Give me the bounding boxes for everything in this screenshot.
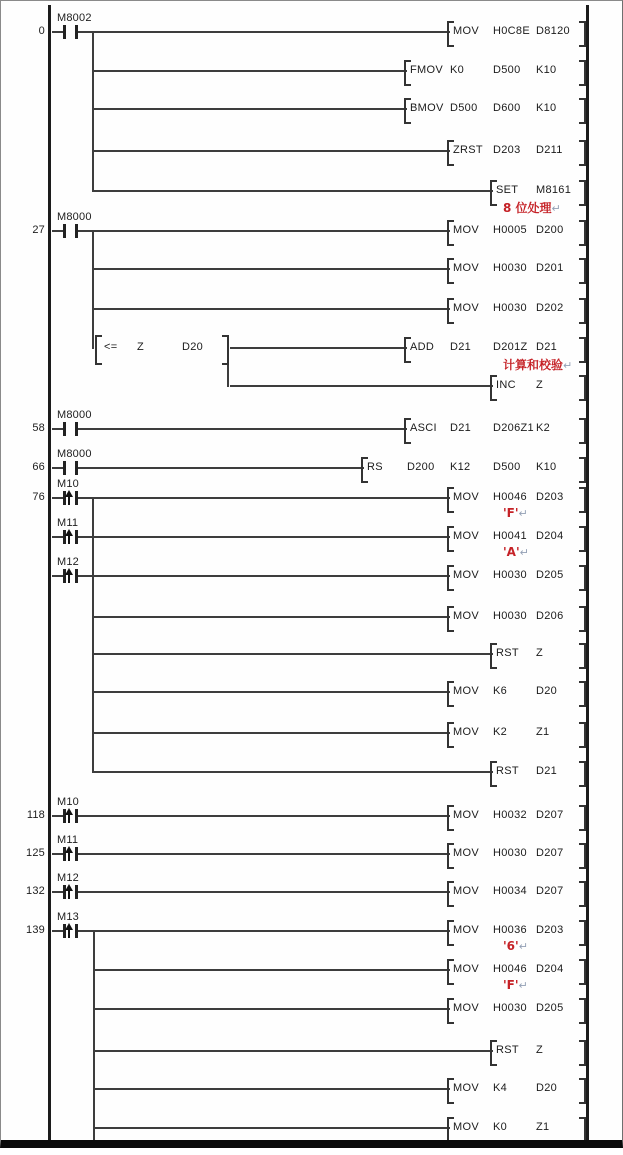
instruction-operand: D203 <box>536 491 564 503</box>
instruction-opcode: MOV <box>453 302 479 314</box>
instruction-operand: D211 <box>536 144 563 156</box>
branch-line <box>92 31 94 192</box>
instruction-operand: D207 <box>536 847 564 859</box>
instruction-operand: H0046 <box>493 963 527 975</box>
instruction-operand: M8161 <box>536 184 572 196</box>
instruction-opcode: MOV <box>453 885 479 897</box>
instruction-operand: H0030 <box>493 302 527 314</box>
rung-line <box>78 853 450 855</box>
rung-line <box>93 150 450 152</box>
contact-label: M13 <box>57 911 79 923</box>
instruction-operand: D206Z1 <box>493 422 534 434</box>
rung-line <box>52 853 63 855</box>
comment-annotation: 8 位处理↵ <box>503 201 561 215</box>
instruction-operand: H0030 <box>493 262 527 274</box>
instruction-opcode: MOV <box>453 491 479 503</box>
instruction-operand: K10 <box>536 461 557 473</box>
step-number: 118 <box>26 809 45 821</box>
instruction-operand: K10 <box>536 102 557 114</box>
rung-line <box>93 732 450 734</box>
contact-label: M12 <box>57 556 79 568</box>
instruction-operand: D500 <box>450 102 478 114</box>
instruction-opcode: MOV <box>453 726 479 738</box>
instruction-operand: D20 <box>536 685 558 697</box>
comment-annotation: 计算和校验↵ <box>503 358 573 372</box>
rung-line <box>78 230 450 232</box>
instruction-operand: D21 <box>450 422 472 434</box>
step-number: 27 <box>32 224 45 236</box>
instruction-operand: Z1 <box>536 1121 550 1133</box>
contact-label: M11 <box>57 517 79 529</box>
contact-bar <box>63 422 66 436</box>
rung-line <box>52 428 63 430</box>
instruction-opcode: MOV <box>453 1082 479 1094</box>
instruction-opcode: MOV <box>453 569 479 581</box>
rung-line <box>78 428 407 430</box>
instruction-close-bracket <box>579 258 586 284</box>
return-mark-icon: ↵ <box>519 546 529 559</box>
instruction-operand: H0030 <box>493 847 527 859</box>
instruction-operand: K0 <box>493 1121 508 1133</box>
instruction-close-bracket <box>579 60 586 86</box>
instruction-operand: D203 <box>493 144 521 156</box>
rung-line <box>52 31 63 33</box>
instruction-close-bracket <box>579 761 586 787</box>
instruction-close-bracket <box>579 1040 586 1066</box>
instruction-opcode: MOV <box>453 963 479 975</box>
instruction-opcode: MOV <box>453 809 479 821</box>
instruction-operand: K4 <box>493 1082 508 1094</box>
rung-line <box>93 268 450 270</box>
instruction-opcode: INC <box>496 379 516 391</box>
right-power-rail <box>586 5 589 1140</box>
instruction-operand: Z1 <box>536 726 550 738</box>
rung-line <box>94 1127 450 1129</box>
rung-line <box>52 930 63 932</box>
instruction-opcode: MOV <box>453 224 479 236</box>
instruction-operand: H0030 <box>493 569 527 581</box>
contact-label: M8000 <box>57 409 92 421</box>
instruction-opcode: MOV <box>453 610 479 622</box>
rising-edge-arrow-icon <box>68 496 70 505</box>
instruction-operand: D21 <box>536 341 558 353</box>
instruction-operand: D206 <box>536 610 564 622</box>
instruction-close-bracket <box>579 681 586 707</box>
instruction-close-bracket <box>579 643 586 669</box>
return-mark-icon: ↵ <box>563 359 573 372</box>
contact-label: M11 <box>57 834 79 846</box>
instruction-opcode: MOV <box>453 1002 479 1014</box>
instruction-opcode: RST <box>496 1044 519 1056</box>
rung-line <box>93 653 493 655</box>
rung-line <box>52 497 63 499</box>
instruction-operand: D21 <box>536 765 558 777</box>
rung-line <box>93 108 407 110</box>
instruction-operand: K12 <box>450 461 471 473</box>
return-mark-icon: ↵ <box>518 940 528 953</box>
rung-line <box>78 536 450 538</box>
instruction-close-bracket <box>579 337 586 363</box>
contact-label: M8002 <box>57 12 92 24</box>
rung-line <box>52 230 63 232</box>
step-number: 0 <box>38 25 45 37</box>
branch-line <box>93 930 95 1142</box>
instruction-close-bracket <box>579 565 586 591</box>
instruction-operand: K0 <box>450 64 465 76</box>
instruction-operand: H0034 <box>493 885 527 897</box>
rung-line <box>93 70 407 72</box>
rung-line <box>52 575 63 577</box>
rung-line <box>93 308 450 310</box>
instruction-operand: D207 <box>536 809 564 821</box>
instruction-operand: H0C8E <box>493 25 530 37</box>
instruction-opcode: RS <box>367 461 383 473</box>
instruction-opcode: MOV <box>453 1121 479 1133</box>
rung-line <box>230 347 407 349</box>
instruction-operand: D500 <box>493 64 521 76</box>
instruction-operand: D20 <box>536 1082 558 1094</box>
comment-annotation: 'F'↵ <box>503 978 528 992</box>
instruction-operand: D201 <box>536 262 564 274</box>
instruction-close-bracket <box>579 298 586 324</box>
instruction-close-bracket <box>579 375 586 401</box>
rung-line <box>230 385 493 387</box>
step-number: 125 <box>26 847 45 859</box>
rung-line <box>93 616 450 618</box>
instruction-opcode: MOV <box>453 924 479 936</box>
return-mark-icon: ↵ <box>518 979 528 992</box>
instruction-operand: D200 <box>536 224 564 236</box>
instruction-operand: H0005 <box>493 224 527 236</box>
step-number: 66 <box>32 461 45 473</box>
instruction-close-bracket <box>579 140 586 166</box>
rung-line <box>78 575 450 577</box>
step-number: 139 <box>26 924 45 936</box>
comment-annotation: 'A'↵ <box>503 545 529 559</box>
rung-line <box>78 467 364 469</box>
comment-annotation: 'F'↵ <box>503 506 528 520</box>
branch-line <box>92 230 94 349</box>
contact-label: M12 <box>57 872 79 884</box>
contact-bar <box>63 224 66 238</box>
instruction-opcode: FMOV <box>410 64 443 76</box>
rung-line <box>93 190 493 192</box>
instruction-operand: H0036 <box>493 924 527 936</box>
instruction-close-bracket <box>579 843 586 869</box>
rung-line <box>78 31 450 33</box>
compare-contact-open-bracket <box>95 335 102 365</box>
instruction-close-bracket <box>579 487 586 513</box>
instruction-opcode: ASCI <box>410 422 437 434</box>
instruction-operand: Z <box>536 379 544 391</box>
instruction-operand: H0041 <box>493 530 527 542</box>
contact-label: M10 <box>57 478 79 490</box>
instruction-close-bracket <box>579 1078 586 1104</box>
rung-line <box>93 691 450 693</box>
instruction-operand: D207 <box>536 885 564 897</box>
compare-operand: <= <box>104 341 118 353</box>
rung-line <box>78 815 450 817</box>
instruction-operand: Z <box>536 1044 544 1056</box>
instruction-operand: D204 <box>536 963 564 975</box>
return-mark-icon: ↵ <box>518 507 528 520</box>
instruction-close-bracket <box>579 805 586 831</box>
rising-edge-arrow-icon <box>68 890 70 899</box>
comment-annotation: '6'↵ <box>503 939 528 953</box>
instruction-close-bracket <box>579 1117 586 1143</box>
instruction-operand: D205 <box>536 569 564 581</box>
rung-line <box>78 891 450 893</box>
rung-line <box>94 1050 493 1052</box>
contact-label: M8000 <box>57 211 92 223</box>
instruction-opcode: RST <box>496 647 519 659</box>
instruction-opcode: RST <box>496 765 519 777</box>
instruction-opcode: MOV <box>453 847 479 859</box>
instruction-close-bracket <box>579 920 586 946</box>
instruction-close-bracket <box>579 98 586 124</box>
rung-line <box>78 497 450 499</box>
rung-line <box>94 969 450 971</box>
contact-label: M8000 <box>57 448 92 460</box>
instruction-close-bracket <box>579 998 586 1024</box>
instruction-close-bracket <box>579 722 586 748</box>
instruction-operand: D500 <box>493 461 521 473</box>
rung-line <box>52 467 63 469</box>
rung-line <box>78 930 450 932</box>
instruction-opcode: MOV <box>453 685 479 697</box>
instruction-operand: D205 <box>536 1002 564 1014</box>
instruction-opcode: BMOV <box>410 102 444 114</box>
compare-contact-close-bracket <box>222 335 229 365</box>
rung-line <box>52 815 63 817</box>
instruction-operand: D8120 <box>536 25 570 37</box>
rung-line <box>94 1008 450 1010</box>
compare-operand: Z <box>137 341 145 353</box>
contact-bar <box>63 25 66 39</box>
instruction-opcode: ZRST <box>453 144 483 156</box>
rising-edge-arrow-icon <box>68 929 70 938</box>
instruction-close-bracket <box>579 526 586 552</box>
rung-line <box>52 536 63 538</box>
instruction-close-bracket <box>579 21 586 47</box>
instruction-opcode: MOV <box>453 262 479 274</box>
step-number: 76 <box>32 491 45 503</box>
instruction-operand: D600 <box>493 102 521 114</box>
instruction-operand: K10 <box>536 64 557 76</box>
rising-edge-arrow-icon <box>68 852 70 861</box>
instruction-operand: D201Z <box>493 341 528 353</box>
rung-line <box>52 891 63 893</box>
instruction-operand: D204 <box>536 530 564 542</box>
instruction-close-bracket <box>579 457 586 483</box>
rising-edge-arrow-icon <box>68 574 70 583</box>
step-number: 58 <box>32 422 45 434</box>
left-power-rail <box>48 5 51 1140</box>
rung-line <box>93 771 493 773</box>
contact-bar <box>63 461 66 475</box>
rung-line <box>94 1088 450 1090</box>
return-mark-icon: ↵ <box>551 202 561 215</box>
compare-operand: D20 <box>182 341 204 353</box>
instruction-operand: D203 <box>536 924 564 936</box>
instruction-opcode: ADD <box>410 341 435 353</box>
instruction-close-bracket <box>579 418 586 444</box>
instruction-operand: D200 <box>407 461 435 473</box>
instruction-operand: H0030 <box>493 1002 527 1014</box>
instruction-operand: Z <box>536 647 544 659</box>
instruction-operand: D202 <box>536 302 564 314</box>
instruction-close-bracket <box>579 959 586 985</box>
rising-edge-arrow-icon <box>68 814 70 823</box>
instruction-operand: K2 <box>493 726 508 738</box>
instruction-opcode: MOV <box>453 530 479 542</box>
instruction-opcode: SET <box>496 184 519 196</box>
instruction-operand: H0030 <box>493 610 527 622</box>
instruction-close-bracket <box>579 180 586 206</box>
instruction-operand: D21 <box>450 341 472 353</box>
instruction-operand: K2 <box>536 422 551 434</box>
instruction-operand: K6 <box>493 685 508 697</box>
instruction-close-bracket <box>579 881 586 907</box>
contact-label: M10 <box>57 796 79 808</box>
instruction-operand: H0032 <box>493 809 527 821</box>
rising-edge-arrow-icon <box>68 535 70 544</box>
instruction-close-bracket <box>579 220 586 246</box>
step-number: 132 <box>26 885 45 897</box>
instruction-close-bracket <box>579 606 586 632</box>
instruction-opcode: MOV <box>453 25 479 37</box>
instruction-operand: H0046 <box>493 491 527 503</box>
